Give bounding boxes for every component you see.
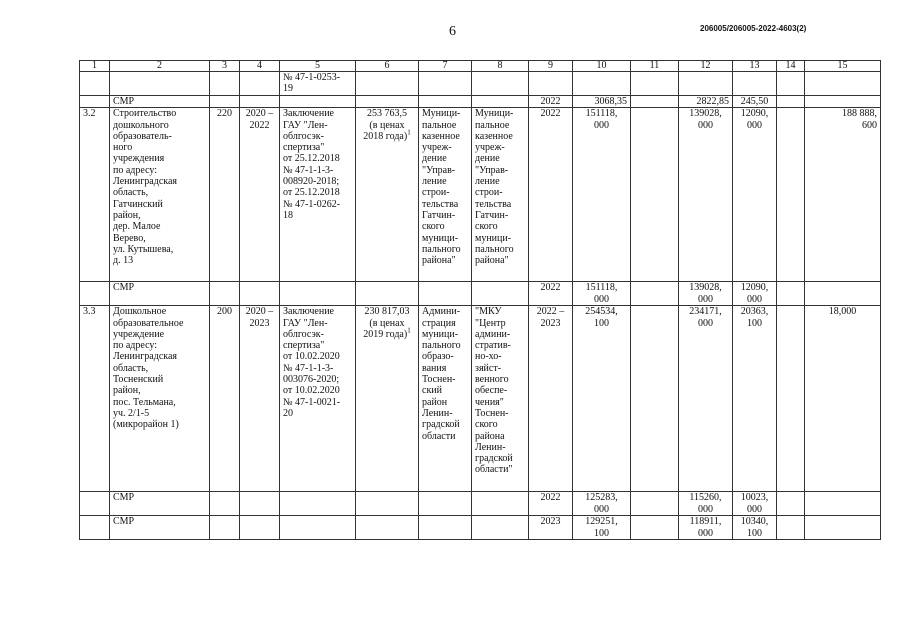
local-budget-cell: 245,50 — [733, 96, 777, 108]
year-cell: 2022 — [529, 282, 573, 306]
local-budget-cell: 12090, 000 — [733, 108, 777, 282]
regional-budget-cell: 139028, 000 — [679, 282, 733, 306]
table-row — [80, 108, 881, 282]
remaining-cost-cell: 18,000 — [805, 306, 881, 492]
regional-budget-cell: 139028, 000 — [679, 108, 733, 282]
regional-budget-cell: 118911, 000 — [679, 516, 733, 540]
year-cell: 2022 — [529, 96, 573, 108]
capacity-cell: 200 — [210, 306, 240, 492]
remaining-cost-cell: 188 888, 600 — [805, 108, 881, 282]
estimated-cost-text: 230 817,03 (в ценах 2019 года) — [363, 306, 410, 340]
investment-objects-table — [79, 60, 881, 540]
local-budget-cell: 20363, 100 — [733, 306, 777, 492]
local-budget-cell: 10340, 100 — [733, 516, 777, 540]
total-cell: 125283, 000 — [573, 492, 631, 516]
work-type-cell: СМР — [110, 96, 210, 108]
customer-cell: Муници- пальное казенное учреж- дение "Управ- ление строи- тельства Гатчин- ского муници- пального района" — [419, 108, 472, 282]
footnote-mark: 1 — [407, 326, 411, 335]
column-number: 2 — [110, 61, 210, 72]
expertise-cell: № 47-1-0253- 19 — [280, 72, 356, 96]
local-budget-cell: 12090, 000 — [733, 282, 777, 306]
item-number-cell: 3.3 — [80, 306, 110, 492]
column-number: 6 — [356, 61, 419, 72]
column-number: 9 — [529, 61, 573, 72]
work-type-cell: СМР — [110, 492, 210, 516]
developer-cell: "МКУ "Центр админи- стратив- но-хо- зяйст- венного обеспе- чения" Тоснен- ского района Ленин- градской области" — [472, 306, 529, 492]
item-number-cell: 3.2 — [80, 108, 110, 282]
column-number: 5 — [280, 61, 356, 72]
total-cell: 151118, 000 — [573, 108, 631, 282]
estimated-cost-cell — [356, 306, 419, 492]
developer-cell: Муници- пальное казенное учреж- дение "Управ- ление строи- тельства Гатчин- ского муници- пального района" — [472, 108, 529, 282]
year-cell: 2022 — [529, 108, 573, 282]
table-row — [80, 72, 881, 96]
estimated-cost-cell — [356, 108, 419, 282]
column-number: 12 — [679, 61, 733, 72]
table-row — [80, 96, 881, 108]
expertise-cell: Заключение ГАУ "Лен- облгосэк- спертиза" от 25.12.2018 № 47-1-1-3- 008920-2018; от 25.12.2018 № 47-1-0262- 18 — [280, 108, 356, 282]
column-number: 3 — [210, 61, 240, 72]
regional-budget-cell: 2822,85 — [679, 96, 733, 108]
column-number: 14 — [777, 61, 805, 72]
regional-budget-cell: 234171, 000 — [679, 306, 733, 492]
year-cell: 2022 – 2023 — [529, 306, 573, 492]
column-number: 1 — [80, 61, 110, 72]
total-cell: 129251, 100 — [573, 516, 631, 540]
year-cell: 2023 — [529, 516, 573, 540]
footnote-mark: 1 — [407, 128, 411, 137]
document-code: 206005/206005-2022-4603(2) — [700, 24, 807, 33]
work-type-cell: СМР — [110, 282, 210, 306]
object-name-cell: Строительство дошкольного образователь- ного учреждения по адресу: Ленинградская область, Гатчинский район, дер. Малое Верево, ул. Кутышева, д. 13 — [110, 108, 210, 282]
column-number: 7 — [419, 61, 472, 72]
column-number: 13 — [733, 61, 777, 72]
period-cell: 2020 – 2023 — [240, 306, 280, 492]
page-number: 6 — [449, 24, 456, 39]
customer-cell: Админи- страция муници- пального образо- вания Тоснен- ский район Ленин- градской области — [419, 306, 472, 492]
object-name-cell: Дошкольное образовательное учреждение по адресу: Ленинградская область, Тосненский район, пос. Тельмана, уч. 2/1-5 (микрорайон 1) — [110, 306, 210, 492]
table-row — [80, 516, 881, 540]
total-cell: 3068,35 — [573, 96, 631, 108]
local-budget-cell: 10023, 000 — [733, 492, 777, 516]
estimated-cost-text: 253 763,5 (в ценах 2018 года) — [363, 108, 408, 142]
column-number: 15 — [805, 61, 881, 72]
column-number-row — [80, 61, 881, 72]
column-number: 11 — [631, 61, 679, 72]
period-cell: 2020 – 2022 — [240, 108, 280, 282]
regional-budget-cell: 115260, 000 — [679, 492, 733, 516]
table-row — [80, 492, 881, 516]
expertise-cell: Заключение ГАУ "Лен- облгосэк- спертиза" от 10.02.2020 № 47-1-1-3- 003076-2020; от 10.02.2020 № 47-1-0021- 20 — [280, 306, 356, 492]
table-row — [80, 306, 881, 492]
work-type-cell: СМР — [110, 516, 210, 540]
column-number: 8 — [472, 61, 529, 72]
table-row — [80, 282, 881, 306]
total-cell: 151118, 000 — [573, 282, 631, 306]
capacity-cell: 220 — [210, 108, 240, 282]
total-cell: 254534, 100 — [573, 306, 631, 492]
column-number: 10 — [573, 61, 631, 72]
column-number: 4 — [240, 61, 280, 72]
year-cell: 2022 — [529, 492, 573, 516]
